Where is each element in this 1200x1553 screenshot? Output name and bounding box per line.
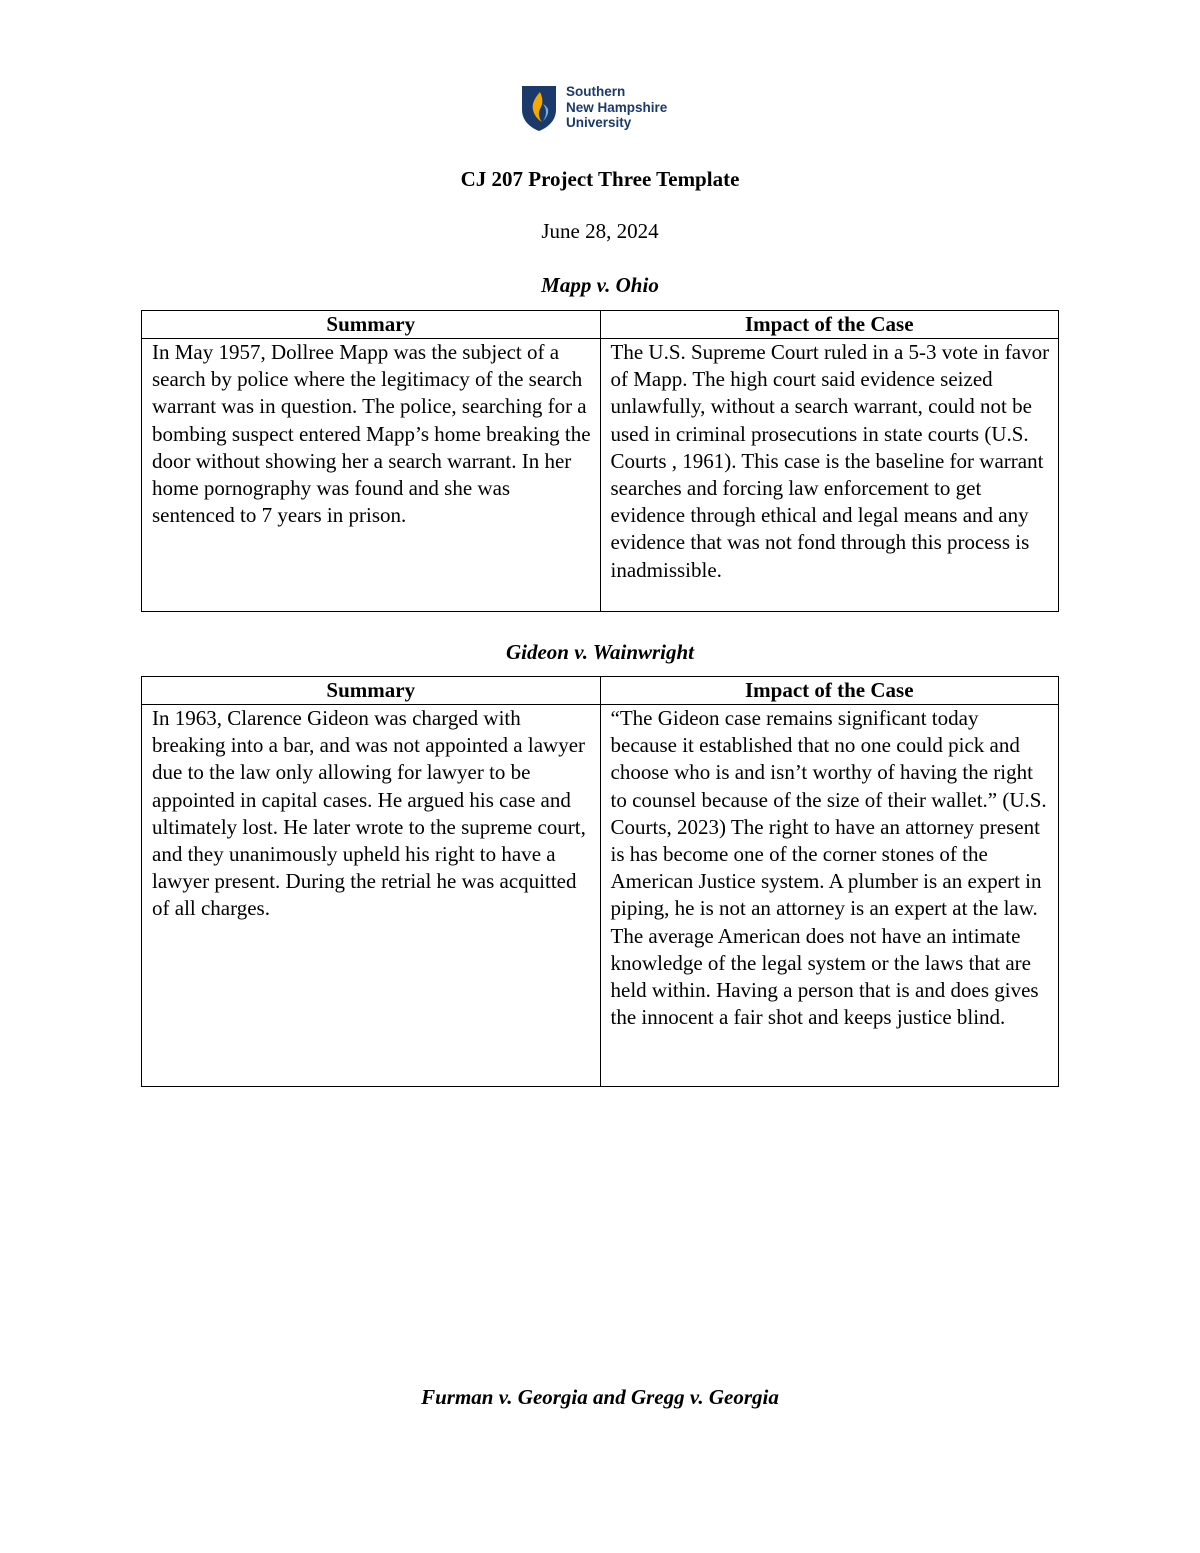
document-date: June 28, 2024 — [541, 219, 659, 243]
impact-cell: The U.S. Supreme Court ruled in a 5-3 vote in favor of Mapp. The high court said evidence seized unlawfully, without a search warrant, could not be used in criminal prosecutions in state courts (U.S. Courts , 1961). This case is the baseline for warrant searches and forcing law enforcement to get evidence through ethical and legal means and any evidence that was not fond through this process is inadmissible. — [600, 339, 1059, 612]
university-logo — [520, 84, 690, 134]
case-heading-gideon: Gideon v. Wainwright — [505, 640, 695, 664]
case-table-mapp — [141, 310, 1059, 612]
logo-wordmark — [566, 84, 667, 131]
document-title: CJ 207 Project Three Template — [460, 167, 740, 191]
table-row — [142, 705, 1059, 1087]
table-header-row — [142, 677, 1059, 705]
summary-cell: In 1963, Clarence Gideon was charged with breaking into a bar, and was not appointed a lawyer due to the law only allowing for lawyer to be appointed in capital cases. He argued his case and ultimately lost. He later wrote to the supreme court, and they unanimously upheld his right to have a lawyer present. During the retrial he was acquitted of all charges. — [142, 705, 601, 1087]
table-row — [142, 339, 1059, 612]
case-heading-furman-gregg: Furman v. Georgia and Gregg v. Georgia — [421, 1385, 779, 1409]
flame-shield-icon — [520, 84, 558, 132]
table-header-row — [142, 311, 1059, 339]
case-heading-mapp: Mapp v. Ohio — [541, 273, 659, 297]
impact-header: Impact of the Case — [600, 311, 1059, 339]
impact-cell: “The Gideon case remains significant today because it established that no one could pick and choose who is and isn’t worthy of having the right to counsel because of the size of their wallet.” (U.S. Courts, 2023) The right to have an attorney present is has become one of the corner stones of the American Justice system. A plumber is an expert in piping, he is not an attorney is an expert at the law. The average American does not have an intimate knowledge of the legal system or the laws that are held within. Having a person that is and does gives the innocent a fair shot and keeps justice blind. — [600, 705, 1059, 1087]
case-table-gideon — [141, 676, 1059, 1087]
logo-line-1: Southern — [566, 84, 626, 99]
summary-header: Summary — [142, 677, 601, 705]
summary-cell: In May 1957, Dollree Mapp was the subject of a search by police where the legitimacy of the search warrant was in question. The police, searching for a bombing suspect entered Mapp’s home breaking the door without showing her a search warrant. In her home pornography was found and she was sentenced to 7 years in prison. — [142, 339, 601, 612]
logo-line-2: New Hampshire — [566, 99, 668, 115]
summary-header: Summary — [142, 311, 601, 339]
logo-line-3: University — [566, 115, 632, 130]
impact-header: Impact of the Case — [600, 677, 1059, 705]
